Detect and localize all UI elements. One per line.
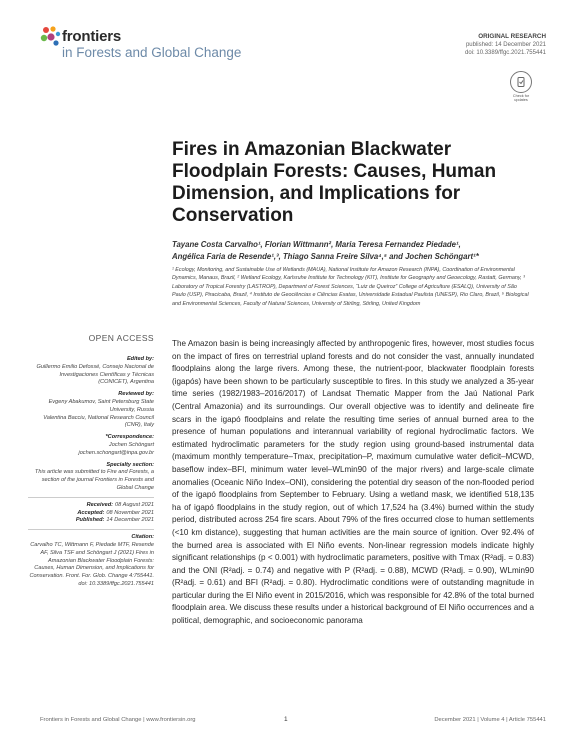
logo-dot [43, 27, 49, 33]
check-for-updates-badge[interactable] [510, 71, 532, 103]
published-label: Published: [75, 517, 105, 524]
reviewer: Valentina Bacciu, National Research Council (CNR), Italy [43, 414, 154, 429]
specialty-section [28, 462, 154, 493]
article-title: Fires in Amazonian Blackwater Floodplain Forests: Causes, Human Dimension, and Implications for Conservation [172, 139, 497, 226]
correspondence-section [28, 434, 154, 457]
reviewer: Evgeny Abakumov, Saint Petersburg State University, Russia [48, 398, 154, 413]
divider [28, 497, 154, 498]
author-list [172, 239, 532, 263]
editor: Guillermo Emilio Defossé, Consejo Nacional de Investigaciones Científicas y Técnicas (CONICET), Argentina [36, 363, 154, 386]
footer-journal[interactable]: Frontiers in Forests and Global Change | www.frontiersin.org [40, 717, 196, 723]
correspondence-email[interactable]: jochen.schongart@inpa.gov.br [78, 449, 154, 456]
logo-dot [56, 32, 60, 36]
affiliations: ¹ Ecology, Monitoring, and Sustainable Use of Wetlands (MAUA), National Institute for Amazon Research (INPA), Coordination of Environmental Dynamics, Manaus, Brazil, ² Wetland Ecology, Karlsruhe Institute for Technology (KIT), Institute for Geography and Geoecology, Rastatt, Germany, ³ Laboratory of Tropical Forestry (LASTROP), Department of Forest Sciences, “Luiz de Queiroz” College of Agriculture (ESALQ), University of São Paulo (USP), Piracicaba, Brazil, ⁴ Instituto de Geociências e Ciências Exatas, Universidade Estadual Paulista (UNESP), Rio Claro, Brazil, ⁵ Biological and Environmental Sciences, Faculty of Natural Sciences, University of Stirling, Stirling, United Kingdom [172, 267, 529, 307]
article-type: ORIGINAL RESEARCH [478, 33, 546, 40]
received-label: Received: [86, 501, 114, 508]
published-date-sidebar: 14 December 2021 [106, 517, 154, 524]
edited-by-label: Edited by: [126, 356, 154, 362]
brand-name: frontiers [62, 28, 122, 45]
citation-text: Carvalho TC, Wittmann F, Piedade MTF, Resende AF, Silva TSF and Schöngart J (2021) Fires in Amazonian Blackwater Floodplain Forests: Causes, Human Dimension, and Implications for Conservation. Front. For. Glob. Change 4:755441. doi: 10.3389/ffgc.2021.755441 [29, 541, 154, 587]
specialty-text: This article was submitted to Fire and Forests, a section of the journal Frontiers in Forests and Global Change [34, 469, 154, 491]
article-meta [465, 33, 546, 58]
accepted-label: Accepted: [77, 509, 105, 516]
doi-link[interactable]: doi: 10.3389/ffgc.2021.755441 [465, 50, 546, 57]
authors-line-2: Angélica Faria de Resende¹,³, Thiago Sanna Freire Silva⁴,⁵ and Jochen Schöngart¹* [172, 252, 479, 261]
correspondence-label: *Correspondence: [105, 434, 154, 441]
open-access-label: OPEN ACCESS [88, 333, 154, 343]
article-info-sidebar [28, 356, 154, 593]
logo-dot [50, 26, 55, 31]
footer-volume: December 2021 | Volume 4 | Article 755441 [434, 717, 546, 723]
divider [28, 529, 154, 530]
published-date: published: 14 December 2021 [465, 42, 546, 49]
logo-dot [41, 35, 47, 41]
edited-by-section [28, 356, 154, 387]
frontiers-logo-icon [40, 26, 62, 50]
abstract-paragraph: The Amazon basin is being increasingly affected by anthropogenic fires, however, most studies focus on the impact of fires on terrestrial upland forests and do not consider the vast, annually inundated floodplains along the large rivers. Among these, the nutrient-poor, blackwater floodplain forests (igapós) have been shown to be particularly susceptible to fires. In this study we analyzed a 35-year time series (1982/1983–2016/2017) of Landsat Thematic Mapper from the Jaú National Park (Central Amazonia) and its surroundings. Our overall objective was to identify and delineate fire scars in the igapó floodplains and relate the resulting time series of annual burned area to the presence of human populations and interannual variability of regional hydroclimatic factors. We estimated hydroclimatic parameters for the study region using ground-based instrumental data (maximum monthly temperature–Tmax, precipitation–P, maximum cumulative water deficit–MCWD, baseflow index–BFI, minimum water level–WLmin90 of the major rivers) and large-scale climate anomalies (Oceanic Niño Index–ONI), considering the potential dry season of the non-flooded period of the igapó floodplains from September to February. Using a wetland mask, we identified 518,135 ha of igapó floodplains in the study region, out of which 17,524 ha (3.4%) burned within the study period, distributed across 254 fire scars. About 79% of the fires occurred close to human settlements (<10 km distance), suggesting that human activities are the main source of ignition. Over 92.4% of the burned area is associated with El Niño events. Non-linear regression models indicate highly significant relationships (p < 0.001) with hydroclimatic parameters, positive with Tmax (R²adj. = 0.83) and the ONI (R²adj. = 0.74) and negative with P (R²adj. = 0.88), MCWD (R²adj. = 0.90), WLmin90 (R²adj. = 0.61) and BFI (R²adj. = 0.80). Hydroclimatic conditions were of outstanding magnitude in particular during the El Niño event in 2015/2016, which was responsible for 42.8% of the total burned floodplain area. We discuss these results under a historical background of El Niño occurrences and a political, demographic, and socioeconomic panorama [172, 339, 534, 626]
received-date: 08 August 2021 [115, 501, 154, 508]
citation-label: Citation: [131, 534, 154, 541]
correspondence-name: Jochen Schöngart [108, 441, 154, 448]
reviewed-by-label: Reviewed by: [118, 391, 154, 398]
logo-dot [47, 33, 54, 40]
check-updates-label: Check for updates [512, 94, 530, 103]
specialty-label: Specialty section: [106, 461, 154, 468]
journal-name: in Forests and Global Change [62, 45, 242, 60]
dates-section [28, 502, 154, 525]
citation-section [28, 534, 154, 589]
logo-dot [53, 40, 58, 45]
accepted-date: 08 November 2021 [106, 509, 154, 516]
reviewed-by-section [28, 391, 154, 430]
check-updates-icon [510, 71, 532, 93]
authors-line-1: Tayane Costa Carvalho¹, Florian Wittmann², Maria Teresa Fernandez Piedade¹, [172, 240, 461, 249]
page-number: 1 [284, 716, 288, 723]
